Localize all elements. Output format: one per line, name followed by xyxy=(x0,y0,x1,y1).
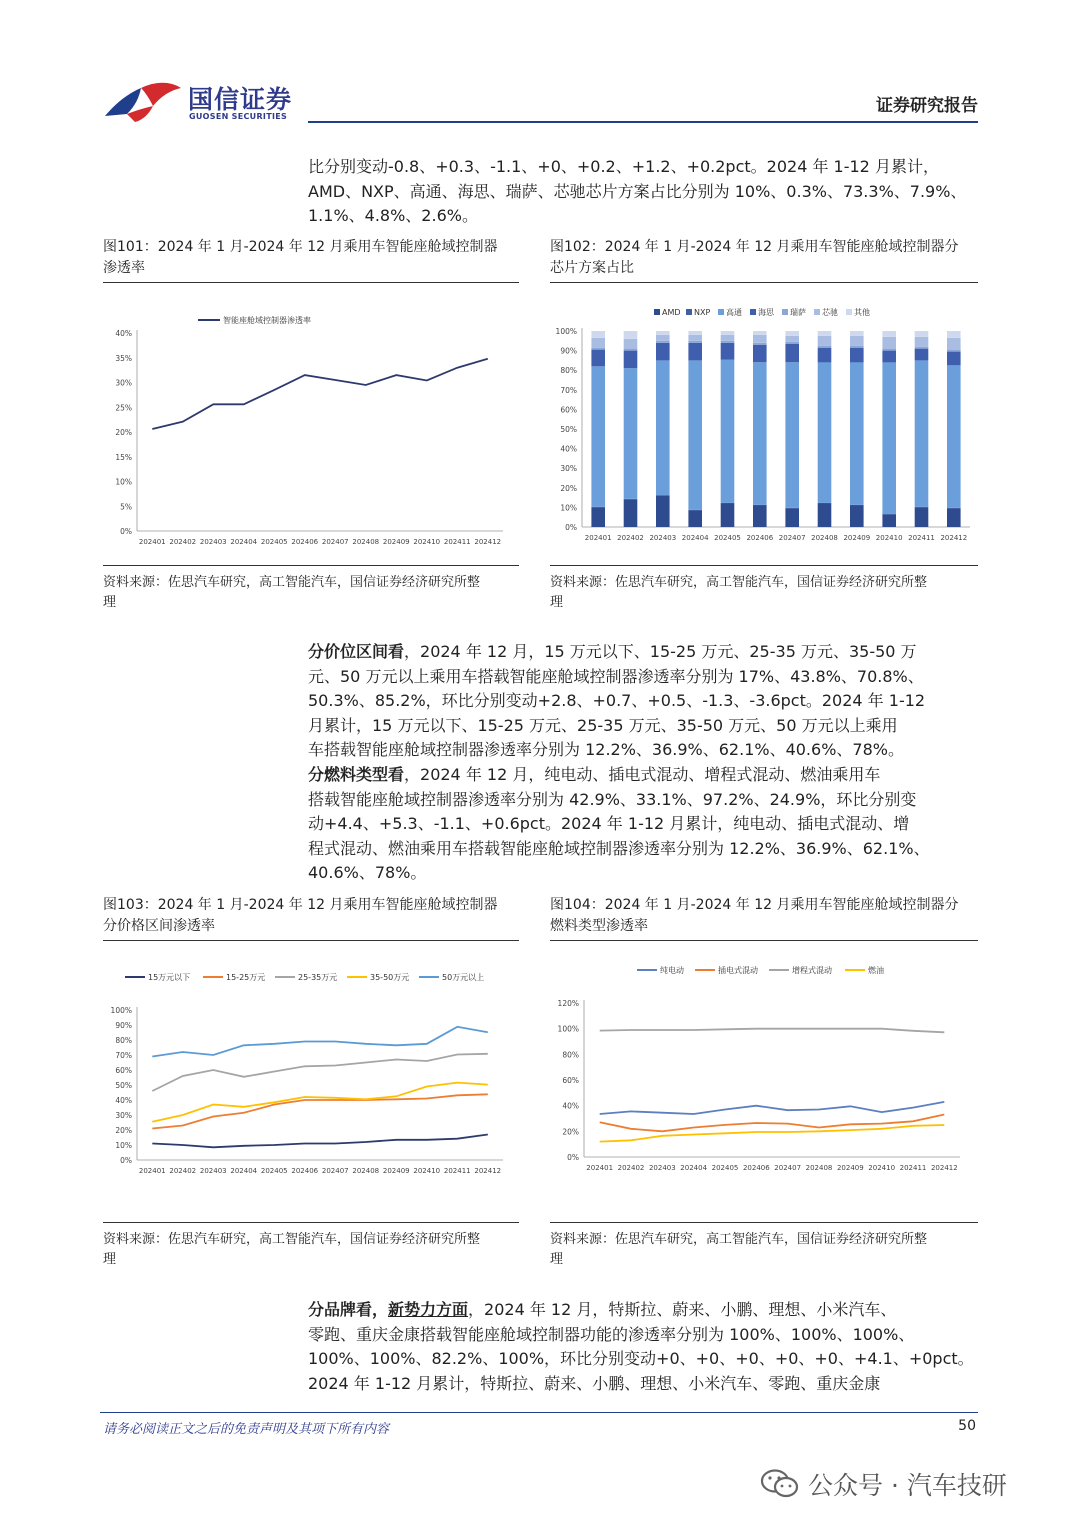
bar-segment xyxy=(947,338,961,350)
x-tick-label: 202405 xyxy=(711,1164,739,1172)
x-tick-label: 202401 xyxy=(138,1167,166,1175)
bar-segment xyxy=(785,342,799,344)
x-tick-label: 202407 xyxy=(321,538,349,546)
fig101-source xyxy=(103,573,523,613)
legend-label: 其他 xyxy=(854,308,870,317)
wechat-icon xyxy=(760,1468,800,1500)
legend-label: 芯驰 xyxy=(822,308,838,317)
paragraph-bottom xyxy=(308,1298,980,1396)
series-line xyxy=(600,1102,945,1114)
bar-segment xyxy=(882,351,896,363)
fig101-title-rule xyxy=(103,282,519,283)
fig104-source-rule xyxy=(550,1222,978,1223)
bar-segment xyxy=(624,349,638,351)
y-tick-label: 10% xyxy=(560,503,577,513)
y-tick-label: 100% xyxy=(555,327,577,336)
x-tick-label: 202410 xyxy=(868,1164,896,1172)
x-tick-label: 202412 xyxy=(940,534,968,542)
fig-title-line: 图101：2024 年 1 月-2024 年 12 月乘用车智能座舱域控制器 xyxy=(103,239,498,255)
y-tick-label: 15% xyxy=(115,452,132,462)
legend-swatch xyxy=(718,309,724,315)
bar-segment xyxy=(753,335,767,343)
bar-segment xyxy=(591,348,605,350)
x-tick-label: 202405 xyxy=(260,1167,288,1175)
fig-source-line: 资料来源：佐思汽车研究，高工智能汽车，国信证券经济研究所整 xyxy=(550,1232,928,1247)
bar-segment xyxy=(591,366,605,507)
fig-source-line: 理 xyxy=(103,1252,117,1267)
bar-segment xyxy=(850,346,864,348)
bar-segment xyxy=(850,505,864,527)
series-line xyxy=(600,1029,945,1033)
legend-label: 高通 xyxy=(726,308,742,317)
paragraph-line: 搭载智能座舱域控制器渗透率分别为 42.9%、33.1%、97.2%、24.9%，环比分别变 xyxy=(308,789,917,809)
x-tick-label: 202405 xyxy=(714,534,741,542)
fig101-title xyxy=(103,237,523,279)
paragraph-line: AMD、NXP、高通、海思、瑞萨、芯驰芯片方案占比分别为 10%、0.3%、73.3%、7.9%、 xyxy=(308,181,967,201)
y-tick-label: 90% xyxy=(115,1021,132,1030)
series-line xyxy=(152,1027,488,1057)
x-tick-label: 202412 xyxy=(930,1164,958,1172)
bar-segment xyxy=(753,345,767,363)
bar-segment xyxy=(947,508,961,509)
bar-segment xyxy=(753,505,767,527)
paragraph-line: 元、50 万元以上乘用车搭载智能座舱域控制器渗透率分别为 17%、43.8%、70.8%、 xyxy=(308,666,924,686)
bar-segment xyxy=(915,337,929,347)
bar-segment xyxy=(656,496,670,527)
x-tick-label: 202406 xyxy=(291,538,319,546)
bar-segment xyxy=(882,362,896,513)
legend-swatch xyxy=(686,309,692,315)
bar-segment xyxy=(818,348,832,363)
legend-label: AMD xyxy=(662,308,681,317)
fig104-title xyxy=(550,895,982,937)
fig-source-line: 资料来源：佐思汽车研究，高工智能汽车，国信证券经济研究所整 xyxy=(103,1232,481,1247)
bar-segment xyxy=(688,360,702,509)
bar-segment xyxy=(753,331,767,335)
legend-label: 50万元以上 xyxy=(442,973,485,982)
y-tick-label: 10% xyxy=(115,1141,132,1150)
fig103-source-rule xyxy=(103,1222,519,1223)
y-tick-label: 40% xyxy=(115,1096,132,1105)
paragraph-text: ，2024 年 12 月，纯电动、插电式混动、增程式混动、燃油乘用车 xyxy=(404,764,881,784)
bar-segment xyxy=(785,362,799,507)
legend-swatch xyxy=(814,309,820,315)
legend-swatch xyxy=(782,309,788,315)
y-tick-label: 0% xyxy=(120,1156,132,1165)
bar-segment xyxy=(915,349,929,361)
fig-title-line: 图103：2024 年 1 月-2024 年 12 月乘用车智能座舱域控制器 xyxy=(103,897,498,913)
bar-segment xyxy=(721,343,735,360)
y-tick-label: 40% xyxy=(560,444,577,454)
y-tick-label: 100% xyxy=(557,1024,579,1034)
y-tick-label: 70% xyxy=(560,385,577,395)
y-tick-label: 60% xyxy=(115,1066,132,1075)
series-line xyxy=(600,1115,945,1132)
x-tick-label: 202411 xyxy=(443,1167,471,1175)
bar-segment xyxy=(850,336,864,346)
x-tick-label: 202402 xyxy=(169,1167,197,1175)
bar-segment xyxy=(785,331,799,336)
bar-segment xyxy=(818,503,832,504)
x-tick-label: 202402 xyxy=(169,538,197,546)
y-tick-label: 30% xyxy=(560,464,577,474)
x-tick-label: 202404 xyxy=(230,1167,258,1175)
x-tick-label: 202409 xyxy=(382,1167,410,1175)
fig-source-line: 理 xyxy=(550,1252,564,1267)
bar-segment xyxy=(850,348,864,363)
bar-segment xyxy=(688,335,702,341)
y-tick-label: 60% xyxy=(562,1076,579,1085)
bar-segment xyxy=(947,331,961,338)
bar-segment xyxy=(624,500,638,527)
fig101-chart xyxy=(103,295,519,560)
series-line xyxy=(152,1094,488,1128)
paragraph-line: 比分别变动-0.8、+0.3、-1.1、+0、+0.2、+1.2、+0.2pct。2024 年 1-12 月累计， xyxy=(308,157,939,176)
y-tick-label: 0% xyxy=(567,1153,579,1162)
bar-segment xyxy=(818,504,832,528)
bar-segment xyxy=(721,335,735,341)
bar-segment xyxy=(882,514,896,515)
bar-segment xyxy=(591,338,605,348)
bar-segment xyxy=(850,362,864,505)
paragraph-text: ，2024 年 12 月，15 万元以下、15-25 万元、25-35 万元、35-50 万 xyxy=(404,642,917,661)
bar-segment xyxy=(721,331,735,335)
fig104-source xyxy=(550,1230,982,1270)
paragraph-lead: 分品牌看， xyxy=(308,1300,389,1319)
legend-label: 15万元以下 xyxy=(148,973,191,982)
bar-segment xyxy=(947,365,961,508)
series-line xyxy=(152,1083,488,1122)
bar-segment xyxy=(818,362,832,503)
legend-label: 纯电动 xyxy=(660,966,684,975)
logo-chinese: 国信证券 xyxy=(188,85,293,114)
legend-swatch xyxy=(750,309,756,315)
x-tick-label: 202407 xyxy=(774,1164,802,1172)
fig-source-line: 资料来源：佐思汽车研究，高工智能汽车，国信证券经济研究所整 xyxy=(103,575,481,590)
fig103-title xyxy=(103,895,523,937)
fig-title-line: 芯片方案占比 xyxy=(550,260,634,276)
paragraph-line: 100%、100%、82.2%、100%，环比分别变动+0、+0、+0、+0、+0、+4.1、+0pct。 xyxy=(308,1349,974,1369)
guosen-logo-icon xyxy=(105,76,183,124)
x-tick-label: 202403 xyxy=(648,1164,676,1172)
legend-label: 插电式混动 xyxy=(718,966,758,975)
x-tick-label: 202403 xyxy=(199,538,227,546)
bar-segment xyxy=(688,510,702,527)
page-number: 50 xyxy=(958,1418,976,1434)
y-tick-label: 25% xyxy=(115,403,132,413)
bar-segment xyxy=(818,336,832,346)
x-tick-label: 202408 xyxy=(811,534,838,542)
x-tick-label: 202401 xyxy=(138,538,166,546)
bar-segment xyxy=(947,352,961,366)
y-tick-label: 70% xyxy=(115,1051,132,1060)
x-tick-label: 202406 xyxy=(746,534,774,542)
y-tick-label: 40% xyxy=(115,329,132,338)
fig-title-line: 燃料类型渗透率 xyxy=(550,918,648,934)
bar-segment xyxy=(721,504,735,528)
bar-segment xyxy=(591,331,605,338)
bar-segment xyxy=(882,337,896,349)
fig102-source-rule xyxy=(550,565,978,566)
bar-segment xyxy=(656,495,670,496)
y-tick-label: 100% xyxy=(110,1006,132,1015)
fig104-title-rule xyxy=(550,940,978,941)
bar-segment xyxy=(915,360,929,506)
x-tick-label: 202412 xyxy=(474,1167,502,1175)
fig104-chart xyxy=(550,955,978,1220)
bar-segment xyxy=(721,359,735,503)
x-tick-label: 202411 xyxy=(908,534,935,542)
bar-segment xyxy=(688,343,702,361)
x-tick-label: 202410 xyxy=(413,538,441,546)
bar-segment xyxy=(850,331,864,336)
bar-segment xyxy=(624,351,638,369)
bar-segment xyxy=(753,505,767,506)
bar-segment xyxy=(688,510,702,511)
y-tick-label: 80% xyxy=(115,1036,132,1045)
paragraph-line: 月累计，15 万元以下、15-25 万元、25-35 万元、35-50 万元、50 万元以上乘用 xyxy=(308,715,898,735)
fig-title-line: 图102：2024 年 1 月-2024 年 12 月乘用车智能座舱域控制器分 xyxy=(550,239,959,255)
paragraph-line: 车搭载智能座舱域控制器渗透率分别为 12.2%、36.9%、62.1%、40.6%、78%。 xyxy=(308,740,904,760)
fig102-chart xyxy=(550,295,978,560)
fig-title-line: 分价格区间渗透率 xyxy=(103,918,215,934)
bar-segment xyxy=(882,349,896,351)
legend-label: 海思 xyxy=(758,308,774,317)
x-tick-label: 202404 xyxy=(230,538,258,546)
fig-source-line: 理 xyxy=(550,595,564,610)
header xyxy=(100,70,980,126)
fig-source-line: 理 xyxy=(103,595,117,610)
bar-segment xyxy=(785,336,799,342)
bar-segment xyxy=(721,341,735,343)
x-tick-label: 202411 xyxy=(899,1164,927,1172)
bar-segment xyxy=(688,341,702,343)
y-tick-label: 50% xyxy=(115,1081,132,1090)
x-tick-label: 202411 xyxy=(443,538,471,546)
header-rule xyxy=(308,121,978,123)
bar-segment xyxy=(882,331,896,337)
bar-segment xyxy=(785,508,799,509)
x-tick-label: 202409 xyxy=(382,538,410,546)
y-tick-label: 50% xyxy=(560,425,577,434)
bar-segment xyxy=(915,507,929,527)
y-tick-label: 20% xyxy=(115,1126,132,1135)
fig102-title-rule xyxy=(550,282,978,283)
y-tick-label: 20% xyxy=(560,483,577,493)
x-tick-label: 202406 xyxy=(291,1167,319,1175)
y-tick-label: 90% xyxy=(560,346,577,356)
legend-label: 智能座舱域控制器渗透率 xyxy=(223,316,311,325)
bar-segment xyxy=(721,503,735,504)
bar-segment xyxy=(850,505,864,506)
bar-segment xyxy=(947,508,961,527)
bar-segment xyxy=(656,331,670,335)
legend-label: NXP xyxy=(694,308,711,317)
x-tick-label: 202408 xyxy=(805,1164,833,1172)
bar-segment xyxy=(915,331,929,337)
x-tick-label: 202404 xyxy=(681,534,709,542)
footer-disclaimer: 请务必阅读正文之后的免责声明及其项下所有内容 xyxy=(103,1422,390,1437)
bar-segment xyxy=(785,344,799,363)
bar-segment xyxy=(656,341,670,343)
fig103-chart xyxy=(103,955,519,1220)
paragraph-lead-underlined: 新势力方面 xyxy=(388,1300,469,1319)
y-tick-label: 40% xyxy=(562,1101,579,1111)
y-tick-label: 30% xyxy=(115,378,132,388)
paragraph-lead: 分燃料类型看 xyxy=(308,764,405,784)
bar-segment xyxy=(688,331,702,335)
y-tick-label: 10% xyxy=(115,477,132,487)
bar-segment xyxy=(656,360,670,495)
legend-label: 25-35万元 xyxy=(298,973,338,982)
bar-segment xyxy=(818,346,832,348)
x-tick-label: 202409 xyxy=(836,1164,864,1172)
fig102-source xyxy=(550,573,982,613)
x-tick-label: 202404 xyxy=(680,1164,708,1172)
legend-label: 35-50万元 xyxy=(370,973,410,982)
x-tick-label: 202412 xyxy=(474,538,502,546)
bar-segment xyxy=(882,514,896,527)
y-tick-label: 0% xyxy=(120,527,132,536)
bar-segment xyxy=(591,350,605,367)
legend-label: 增程式混动 xyxy=(792,966,832,975)
paragraph-line xyxy=(308,763,980,788)
fig-source-line: 资料来源：佐思汽车研究，高工智能汽车，国信证券经济研究所整 xyxy=(550,575,928,590)
logo-english: GUOSEN SECURITIES xyxy=(189,112,288,121)
y-tick-label: 80% xyxy=(562,1050,579,1060)
series-line xyxy=(152,1135,488,1148)
bar-segment xyxy=(591,507,605,508)
fig101-source-rule xyxy=(103,565,519,566)
legend-label: 15-25万元 xyxy=(226,973,266,982)
bar-segment xyxy=(753,343,767,345)
bar-segment xyxy=(915,507,929,508)
paragraph-line xyxy=(308,640,980,665)
paragraph-line: 程式混动、燃油乘用车搭载智能座舱域控制器渗透率分别为 12.2%、36.9%、62.1%、 xyxy=(308,838,930,858)
x-tick-label: 202401 xyxy=(584,534,612,542)
bar-segment xyxy=(591,507,605,527)
x-tick-label: 202410 xyxy=(875,534,903,542)
y-tick-label: 120% xyxy=(557,999,579,1008)
y-tick-label: 0% xyxy=(565,523,577,532)
fig103-title-rule xyxy=(103,940,519,941)
bar-segment xyxy=(753,362,767,505)
x-tick-label: 202408 xyxy=(352,538,380,546)
bar-segment xyxy=(785,508,799,527)
watermark xyxy=(760,1466,1007,1502)
x-tick-label: 202403 xyxy=(199,1167,227,1175)
y-tick-label: 30% xyxy=(115,1111,132,1120)
legend-swatch xyxy=(846,309,852,315)
y-tick-label: 35% xyxy=(115,353,132,363)
series-line xyxy=(600,1125,945,1142)
report-type: 证券研究报告 xyxy=(876,96,978,116)
watermark-text: 公众号 · 汽车技研 xyxy=(808,1471,1007,1500)
x-tick-label: 202407 xyxy=(778,534,806,542)
bar-segment xyxy=(624,368,638,499)
y-tick-label: 20% xyxy=(562,1127,579,1137)
paragraph-line: 50.3%、85.2%，环比分别变动+2.8、+0.7、+0.5、-1.3、-3.6pct。2024 年 1-12 xyxy=(308,691,926,711)
paragraph-lead: 分价位区间看 xyxy=(308,642,405,661)
fig102-title xyxy=(550,237,982,279)
paragraph-line: 40.6%、78%。 xyxy=(308,863,427,883)
fig103-source xyxy=(103,1230,523,1270)
bar-segment xyxy=(818,331,832,336)
legend-label: 瑞萨 xyxy=(790,308,806,317)
legend-label: 燃油 xyxy=(868,966,884,975)
bar-segment xyxy=(915,347,929,349)
x-tick-label: 202409 xyxy=(843,534,871,542)
bar-segment xyxy=(624,499,638,500)
x-tick-label: 202401 xyxy=(586,1164,614,1172)
series-line xyxy=(152,359,488,429)
y-tick-label: 5% xyxy=(120,502,132,512)
x-tick-label: 202408 xyxy=(352,1167,380,1175)
fig-title-line: 图104：2024 年 1 月-2024 年 12 月乘用车智能座舱域控制器分 xyxy=(550,897,959,913)
paragraph-line: 1.1%、4.8%、2.6%。 xyxy=(308,206,478,226)
paragraph-line: 动+4.4、+5.3、-1.1、+0.6pct。2024 年 1-12 月累计，纯电动、插电式混动、增 xyxy=(308,814,910,834)
x-tick-label: 202403 xyxy=(649,534,677,542)
x-tick-label: 202402 xyxy=(617,534,644,542)
paragraph-mid xyxy=(308,640,980,886)
x-tick-label: 202410 xyxy=(413,1167,441,1175)
paragraph-text: ，2024 年 12 月，特斯拉、蔚来、小鹏、理想、小米汽车、 xyxy=(468,1300,897,1319)
y-tick-label: 20% xyxy=(115,428,132,437)
x-tick-label: 202405 xyxy=(260,538,288,546)
paragraph-top xyxy=(308,155,980,229)
paragraph-line: 零跑、重庆金康搭载智能座舱域控制器功能的渗透率分别为 100%、100%、100%、 xyxy=(308,1324,915,1344)
footer-rule xyxy=(100,1412,978,1413)
bar-segment xyxy=(624,339,638,349)
fig-title-line: 渗透率 xyxy=(103,260,145,276)
y-tick-label: 60% xyxy=(560,405,577,415)
x-tick-label: 202402 xyxy=(617,1164,645,1172)
x-tick-label: 202407 xyxy=(321,1167,349,1175)
x-tick-label: 202406 xyxy=(742,1164,770,1172)
bar-segment xyxy=(656,343,670,361)
bar-segment xyxy=(624,331,638,339)
bar-segment xyxy=(656,335,670,341)
legend-swatch xyxy=(654,309,660,315)
paragraph-line xyxy=(308,1298,980,1323)
y-tick-label: 80% xyxy=(560,366,577,376)
bar-segment xyxy=(947,350,961,352)
paragraph-line: 2024 年 1-12 月累计，特斯拉、蔚来、小鹏、理想、小米汽车、零跑、重庆金康 xyxy=(308,1373,881,1393)
